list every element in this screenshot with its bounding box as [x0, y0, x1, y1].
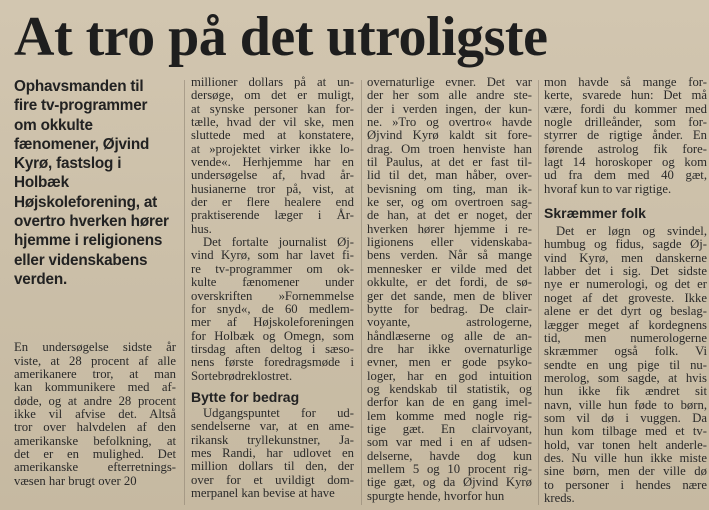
text-line: millioner dollars på at un- [191, 75, 354, 89]
text-line: dre har ikke overnaturlige [367, 341, 532, 356]
text-line: tige gæt. En clairvoyant, [367, 421, 532, 436]
text-line: der er flere healere end [191, 195, 354, 210]
text-line: bytte for bedrag. De clair- [367, 301, 532, 316]
text-line: det er en mulighed. Det [14, 447, 176, 462]
text-line: lagt 14 horoskoper og kom [544, 155, 707, 170]
text-line: re tv-programmer om ok- [191, 261, 354, 276]
body-paragraph-4 [191, 407, 354, 500]
text-line: lægger meget af kordegnens [544, 317, 707, 332]
text-line: En undersøgelse sidste år [14, 340, 176, 355]
text-line: der her som alle andre ste- [367, 88, 532, 103]
text-line: spurgte hende, hvorfor hun [367, 488, 505, 503]
text-line: skræmmer også folk. Vi [544, 344, 707, 359]
text-line: loger, har en god intuition [367, 368, 532, 383]
subheading-skraemmer-folk: Skræmmer folk [544, 205, 646, 222]
text-line: drag. Om troen henviste han [367, 141, 532, 156]
text-line: des. Nu ville hun ikke miste [544, 450, 707, 465]
text-line: vind Kyrø, men danskerne [544, 250, 707, 265]
text-line: sine børn, men der ville dø [544, 464, 707, 479]
text-line: som vil dø i vuggen. Da [544, 410, 707, 425]
body-paragraph-2 [191, 76, 354, 236]
text-line: de han, at det er noget, der [367, 208, 532, 223]
text-line: delserne, havde dog kun [367, 448, 532, 463]
text-line: voyante, astrologerne, [367, 315, 532, 330]
text-line: ud fra dem med 40 gæt, [544, 168, 707, 183]
text-line: mer af Højskoleforeningen [191, 315, 354, 330]
text-line: Udgangspuntet for ud- [203, 405, 354, 420]
text-line: styrrer de rigtige ånder. En [544, 128, 707, 143]
text-line: ikke vil afvise det. Altså [14, 406, 176, 421]
lead-paragraph: Ophavsmanden til fire tv-programmer om okkulte fænomener, Øjvind Kyrø, fastslog i Holbæk Højskoleforening, at overtro hverken hører hjemme i religionens eller videnskabens verden. [14, 78, 169, 288]
text-line: labber det i sig. Det sidste [544, 264, 707, 279]
column-3 [367, 76, 532, 503]
text-line: ligionens eller videnskaba- [367, 235, 532, 250]
text-line: Det er løgn og svindel, [556, 224, 707, 239]
text-line: sendelserne var, at en ame- [191, 419, 354, 434]
text-line: viste, at 28 procent af alle [14, 353, 176, 368]
column-1 [14, 76, 176, 488]
text-line: praktiserende læger i År- [191, 208, 354, 223]
text-line: vende«. Herhjemme har en [191, 155, 354, 170]
text-line: mennesker er vilde med det [367, 261, 532, 276]
text-line: rikansk tryllekunstner, Ja- [191, 432, 354, 447]
text-line: overskriften »Fornemmelse [191, 288, 354, 303]
text-line: husianerne tror på, vist, at [191, 181, 354, 196]
text-line: amerikanere tror, at man [14, 366, 176, 381]
text-line: bevisning om ting, man ik- [367, 181, 532, 196]
text-line: døde, og at andre 28 procent [14, 393, 176, 408]
text-line: hun ikke fik ændret sit [544, 384, 707, 399]
text-line: amerikanske efterretnings- [14, 460, 176, 475]
text-line: hun kom tilbage med et tv- [544, 424, 707, 439]
text-line: kreds. [544, 490, 575, 505]
body-paragraph-1 [14, 341, 176, 488]
text-line: nye er numerologi, og det er [544, 277, 707, 292]
headline: At tro på det utroligste [14, 6, 548, 68]
body-paragraph-7 [544, 225, 707, 505]
text-line: som var med i en af udsen- [367, 435, 532, 450]
text-line: og kendskab til statistik, og [367, 381, 532, 396]
text-line: ne. »Tro og overtro« havde [367, 115, 532, 130]
text-line: førende astrolog fik fore- [544, 141, 707, 156]
column-divider [361, 80, 362, 505]
text-line: væsen har brugt over 20 [14, 473, 137, 488]
text-line: humbug og fidus, sagde Øj- [544, 237, 707, 252]
text-line: nens første foredragsmøde i [191, 355, 354, 370]
column-divider [184, 80, 185, 505]
text-line: alene er det dyrt og beslag- [544, 304, 707, 319]
text-line: hvoraf kun to var rigtige. [544, 181, 672, 196]
text-line: derfor kan de en gang imel- [367, 395, 532, 410]
text-line: navn, ville hun føde to børn, [544, 397, 707, 412]
column-divider [538, 80, 539, 505]
text-line: nogle drilleånder, som for- [544, 115, 707, 130]
text-line: tirsdag aften deltog i sæso- [191, 341, 354, 356]
subheading-bytte-for-bedrag: Bytte for bedrag [191, 388, 300, 405]
text-line: der i verden ingen, der kun- [367, 101, 532, 116]
text-line: million dollars til den, der [191, 459, 354, 474]
column-4 [544, 76, 707, 505]
text-line: hold, var tonen helt anderle- [544, 437, 707, 452]
text-line: for snyd«, de 60 medlem- [191, 301, 354, 316]
text-line: kulte fænomener under [191, 275, 354, 290]
text-line: lem komme med nogle rig- [367, 408, 532, 423]
text-line: overnaturlige evner. Det var [367, 75, 532, 89]
body-paragraph-6 [544, 76, 707, 196]
text-line: ke ser, og om overtroen sag- [367, 195, 532, 210]
text-line: mon havde så mange for- [544, 75, 707, 89]
text-line: over for et uvildigt dom- [191, 472, 354, 487]
text-line: merpanel kan bevise at have [191, 485, 335, 500]
text-line: mes Randi, har udlovet en [191, 445, 354, 460]
column-2 [191, 76, 354, 500]
text-line: tælle, hvad der vil ske, men [191, 115, 354, 130]
text-line: dersøge, om det er muligt, [191, 88, 354, 103]
text-line: være, fordi du kommer med [544, 101, 707, 116]
text-line: tid, men numerologerne [544, 330, 707, 345]
text-line: okkulte, er det fordi, de sø- [367, 275, 532, 290]
text-line: sendte en ung pige til nu- [544, 357, 707, 372]
text-line: tror over halvdelen af den [14, 420, 176, 435]
text-line: kan kommunikere med af- [14, 380, 176, 395]
text-line: Øjvind Kyrø kaldt sit fore- [367, 128, 532, 143]
text-line: at »projektet virker ikke lo- [191, 141, 354, 156]
text-line: vind Kyrø, som har lavet fi- [191, 248, 354, 263]
text-line: amerikanske befolkning, at [14, 433, 176, 448]
text-line: noget af det groveste. Ikke [544, 290, 707, 305]
text-line: at synske personer kan for- [191, 101, 354, 116]
text-line: hverken hører hjemme i re- [367, 221, 532, 236]
text-line: Sortebrødreklostret. [191, 368, 293, 383]
text-line: Det fortalte journalist Øj- [203, 235, 354, 250]
text-line: hus. [191, 221, 212, 236]
text-line: for Holbæk og Omegn, som [191, 328, 354, 343]
text-line: håndlæserne og alle de an- [367, 328, 532, 343]
text-line: to personer i hendes nære [544, 477, 707, 492]
text-line: kerte, svarede hun: Det må [544, 88, 707, 103]
text-line: til Paulus, at det er fast til- [367, 155, 532, 170]
body-paragraph-5 [367, 76, 532, 503]
text-line: lid til det, man håber, over- [367, 168, 532, 183]
text-line: merolog, som sagde, at hvis [544, 370, 707, 385]
text-line: ger det sande, men de bliver [367, 288, 532, 303]
text-line: evner, men er gode psyko- [367, 355, 532, 370]
text-line: undersøgelse af, hvad år- [191, 168, 354, 183]
body-paragraph-3 [191, 236, 354, 383]
text-line: bens verden. Når så mange [367, 248, 532, 263]
text-line: mellem 5 og 10 procent rig- [367, 461, 532, 476]
text-line: sluttede med at konstatere, [191, 128, 354, 143]
text-line: tige gæt, og da Øjvind Kyrø [367, 475, 532, 490]
